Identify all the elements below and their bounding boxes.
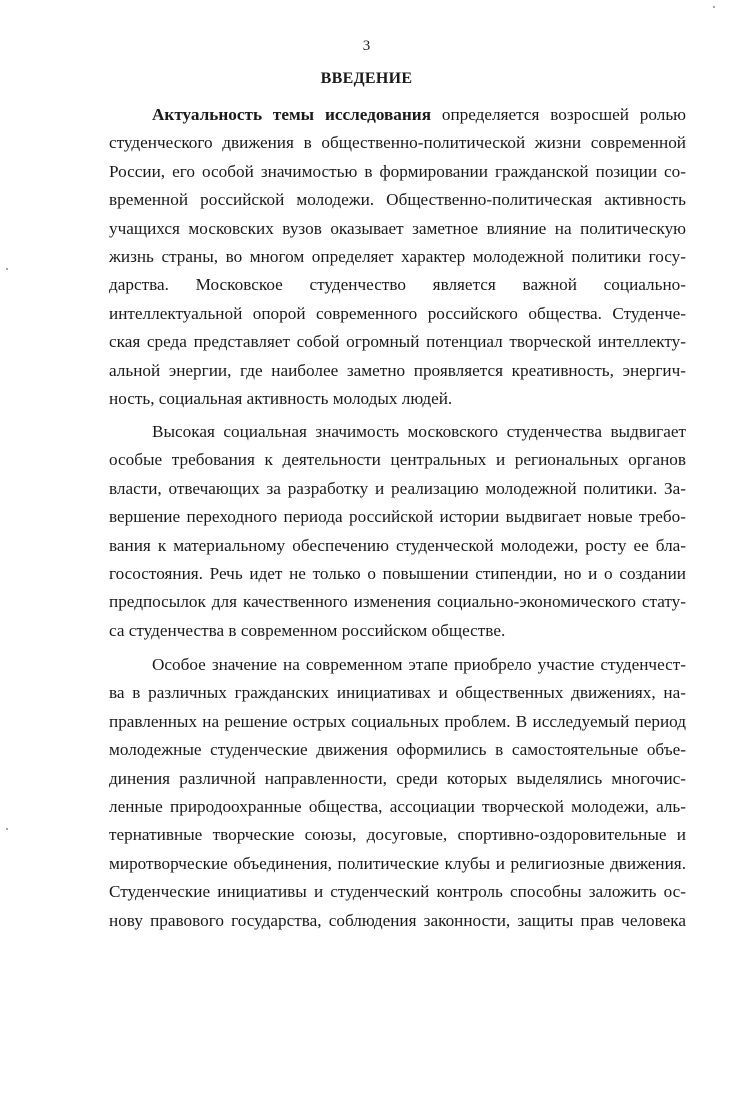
text-line-last: са студенчества в современном российском обществе. — [109, 620, 506, 640]
text-line: России, его особой значимостью в формировании гражданской позиции со- — [109, 161, 686, 181]
text-line-last: ность, социальная активность молодых людей. — [109, 388, 453, 408]
text-line: учащихся московских вузов оказывает заметное влияние на политическую — [109, 218, 686, 238]
text-line: тернативные творческие союзы, досуговые, спортивно-оздоровительные и — [109, 825, 686, 845]
page-number: 3 — [362, 38, 371, 54]
scan-speck — [6, 828, 8, 830]
scan-speck — [713, 6, 715, 8]
text-line: ская среда представляет собой огромный потенциал творческой интеллекту- — [109, 332, 686, 352]
paragraph-first-line: Особое значение на современном этапе приобрело участие студенчест- — [152, 655, 686, 674]
text-line: вершение переходного периода российской истории выдвигает новые требо- — [109, 507, 686, 527]
lead-rest-text: определяется возросшей ролью — [431, 105, 686, 124]
paragraph-significance — [109, 418, 686, 645]
text-line: ленные природоохранные общества, ассоциации творческой молодежи, аль- — [109, 796, 686, 816]
text-line: миротворческие объединения, политические клубы и религиозные движения. — [109, 853, 686, 873]
text-line: вания к материальному обеспечению студенческой молодежи, росту ее бла- — [109, 535, 686, 555]
text-line: предпосылок для качественного изменения социально-экономического стату- — [109, 592, 686, 612]
text-line: власти, отвечающих за разработку и реализацию молодежной политики. За- — [109, 478, 686, 498]
text-line: госостояния. Речь идет не только о повышении стипендии, но и о создании — [109, 563, 686, 583]
text-line: правленных на решение острых социальных проблем. В исследуемый период — [109, 711, 686, 731]
text-line: студенческого движения в общественно-политической жизни современной — [109, 133, 686, 153]
text-line: дарства. Московское студенчество является важной социально- — [109, 275, 686, 295]
text-line: Студенческие инициативы и студенческий контроль способны заложить ос- — [109, 882, 686, 902]
text-line: ва в различных гражданских инициативах и общественных движениях, на- — [109, 683, 686, 703]
paragraph-participation — [109, 651, 686, 935]
text-line: временной российской молодежи. Общественно-политическая активность — [109, 190, 686, 210]
paragraph-relevance — [109, 101, 686, 413]
scan-speck — [6, 268, 8, 270]
text-line: особые требования к деятельности центральных и региональных органов — [109, 450, 686, 470]
text-line: альной энергии, где наиболее заметно проявляется креативность, энергич- — [109, 360, 686, 380]
page-title: ВВЕДЕНИЕ — [320, 70, 413, 87]
text-line: жизнь страны, во многом определяет характер молодежной политики госу- — [109, 246, 686, 266]
paragraph-first-line — [109, 101, 686, 129]
text-line: динения различной направленности, среди которых выделялись многочис- — [109, 768, 686, 788]
paragraph-first-line: Высокая социальная значимость московского студенчества выдвигает — [152, 422, 686, 441]
text-line: интеллектуальной опорой современного российского общества. Студенче- — [109, 303, 686, 323]
text-line: молодежные студенческие движения оформились в самостоятельные объе- — [109, 740, 686, 760]
text-line: нову правового государства, соблюдения законности, защиты прав человека — [109, 910, 686, 930]
bold-lead-text: Актуальность темы исследования — [152, 105, 431, 124]
